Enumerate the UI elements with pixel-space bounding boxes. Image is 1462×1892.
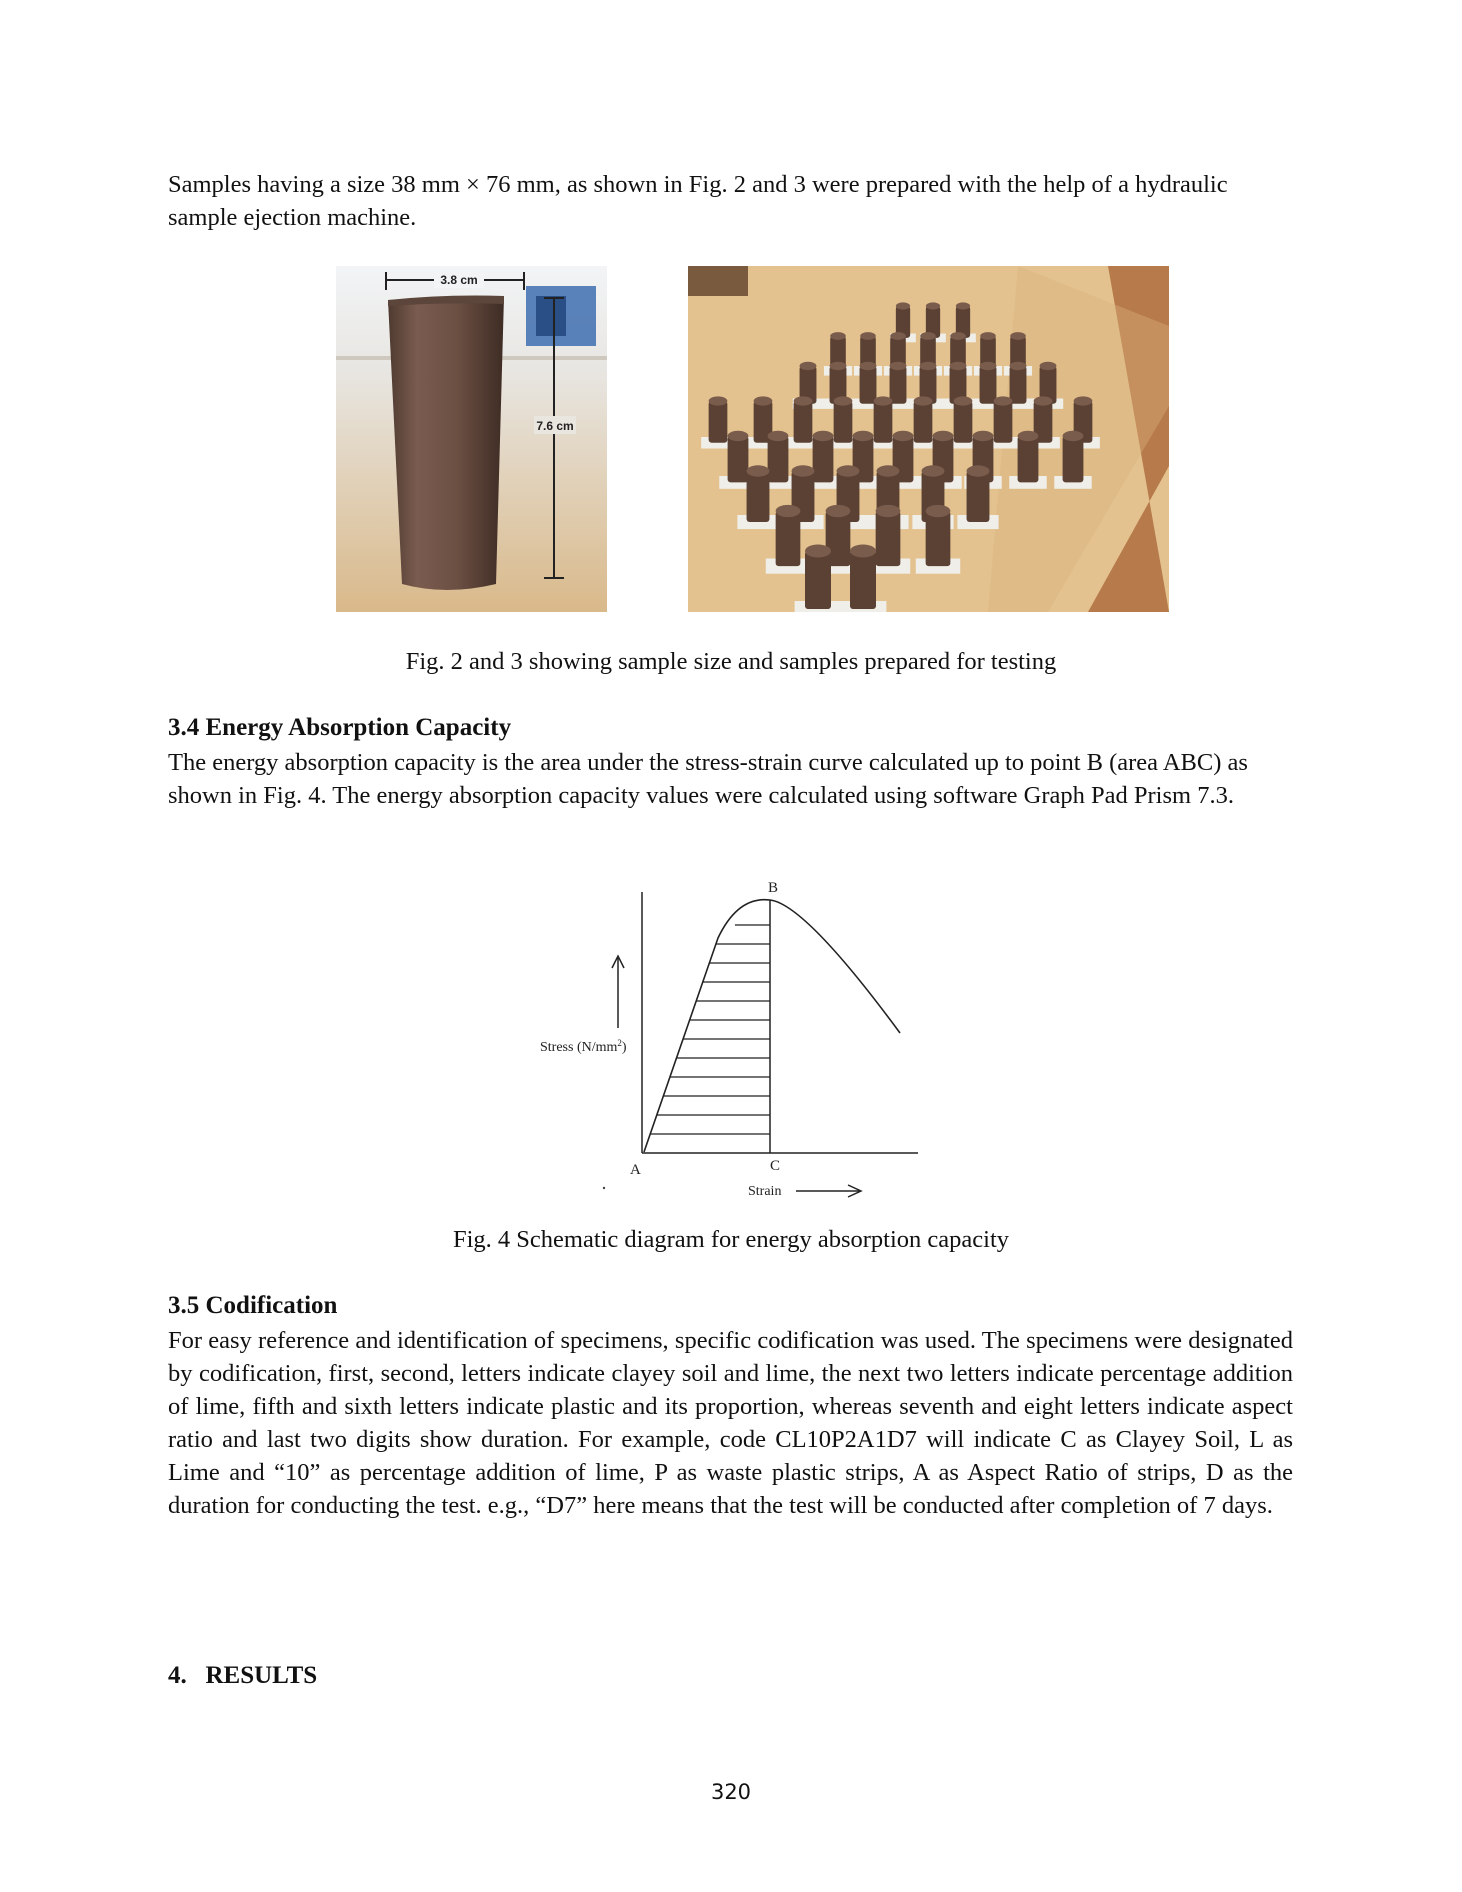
point-c-label: C — [770, 1158, 781, 1174]
sample-top — [1063, 431, 1084, 441]
sample-top — [1034, 396, 1053, 405]
sample-top — [950, 362, 967, 370]
sample-top — [794, 396, 813, 405]
sample-top — [853, 431, 874, 441]
sample-cylinder — [728, 436, 749, 482]
sample-top — [1018, 431, 1039, 441]
sample-cylinder — [709, 401, 728, 443]
figure-3-drawing — [688, 266, 1169, 612]
sample-top — [792, 465, 815, 476]
sample-top — [709, 396, 728, 405]
sample-top — [1040, 362, 1057, 370]
sample-top — [933, 431, 954, 441]
sample-top — [980, 332, 996, 340]
sample-top — [860, 332, 876, 340]
sample-top — [896, 302, 910, 309]
sample-top — [967, 465, 990, 476]
sample-top — [800, 362, 817, 370]
sample-top — [890, 362, 907, 370]
sample-cylinder — [890, 366, 907, 404]
figure-4-schematic — [530, 878, 930, 1208]
sample-top — [728, 431, 749, 441]
sample-top — [950, 332, 966, 340]
sample-top — [926, 302, 940, 309]
sample-top — [754, 396, 773, 405]
sample-cylinder — [794, 401, 813, 443]
sample-top — [874, 396, 893, 405]
sample-top — [1010, 362, 1027, 370]
sample-top — [830, 362, 847, 370]
section-3-5-body: For easy reference and identification of specimens, specific codification was used. The specimens were designated by codification, first, second, letters indicate clayey soil and lime, the next two letters indicate percentage addition of lime, fifth and sixth letters indicate plastic and its proportion, whereas seventh and eight letters indicate aspect ratio and last two digits show duration. For example, code CL10P2A1D7 will indicate C as Clayey Soil, L as Lime and “10” as percentage addition of lime, P as waste plastic strips, A as Aspect Ratio of strips, D as the duration for conducting the test. e.g., “D7” here means that the test will be conducted after completion of 7 days. — [168, 1327, 1293, 1519]
sample-cylinder — [747, 471, 770, 522]
sample-top — [877, 465, 900, 476]
sample-cylinder — [860, 366, 877, 404]
point-b-label: B — [768, 880, 779, 896]
sample-top — [954, 396, 973, 405]
sample-cylinder — [967, 471, 990, 522]
sample-top — [805, 545, 831, 558]
section-3-5-heading: 3.5 Codification — [168, 1292, 338, 1319]
sample-cylinder — [1018, 436, 1039, 482]
sample-cylinder — [768, 436, 789, 482]
sample-top — [1010, 332, 1026, 340]
sample-top — [1074, 396, 1093, 405]
figure-4-caption: Fig. 4 Schematic diagram for energy absorption capacity — [452, 1226, 1010, 1253]
sample-cylinder — [1063, 436, 1084, 482]
area-abc-hatching — [650, 925, 770, 1134]
intro-paragraph: Samples having a size 38 mm × 76 mm, as shown in Fig. 2 and 3 were prepared with the help of a hydraulic sample ejection machine. — [168, 171, 1228, 231]
sample-top — [747, 465, 770, 476]
sample-top — [860, 362, 877, 370]
sample-cylinder — [1010, 366, 1027, 404]
sample-cylinder — [980, 366, 997, 404]
sample-top — [830, 332, 846, 340]
sample-top — [890, 332, 906, 340]
height-dimension-label: 7.6 cm — [536, 419, 574, 433]
sample-top — [926, 505, 951, 517]
stress-strain-curve — [644, 900, 900, 1152]
sample-cylinder — [914, 401, 933, 443]
sample-top — [768, 431, 789, 441]
sample-top — [850, 545, 876, 558]
figure-3-prepared-samples-photo — [688, 266, 1169, 612]
sample-cylinder — [994, 401, 1013, 443]
sample-top — [834, 396, 853, 405]
figure-2-drawing — [336, 266, 607, 612]
figure-2-3-caption: Fig. 2 and 3 showing sample size and samples prepared for testing — [405, 648, 1057, 675]
sample-top — [973, 431, 994, 441]
width-dimension-label: 3.8 cm — [440, 273, 478, 287]
sample-top — [876, 505, 901, 517]
sample-top — [914, 396, 933, 405]
sample-top — [813, 431, 834, 441]
sample-cylinder — [776, 511, 801, 566]
sample-cylinder — [876, 511, 901, 566]
sample-cylinder — [954, 401, 973, 443]
sample-top — [920, 362, 937, 370]
sample-cylinder — [813, 436, 834, 482]
sample-top — [826, 505, 851, 517]
stress-axis-label: Stress $(N/mm^2)$ — [540, 1038, 627, 1055]
sample-top — [980, 362, 997, 370]
page-number: 320 — [710, 1780, 752, 1804]
sample-cylinder — [850, 551, 876, 609]
sample-cylinder — [805, 551, 831, 609]
sample-top — [837, 465, 860, 476]
figure-2-sample-size-photo — [336, 266, 607, 612]
point-a-label: A — [630, 1162, 641, 1178]
sample-top — [956, 302, 970, 309]
stray-dot — [603, 1187, 605, 1189]
section-4-heading: 4. RESULTS — [168, 1662, 318, 1689]
section-3-4-heading: 3.4 Energy Absorption Capacity — [168, 714, 512, 741]
section-3-4-body: The energy absorption capacity is the area under the stress-strain curve calculated up to point B (area ABC) as shown in Fig. 4. The energy absorption capacity values were calculated using software Graph Pad Prism 7.3. — [168, 749, 1248, 809]
sample-top — [922, 465, 945, 476]
strain-axis-label: Strain — [748, 1184, 782, 1199]
sample-top — [920, 332, 936, 340]
sample-top — [776, 505, 801, 517]
sample-top — [893, 431, 914, 441]
sample-top — [994, 396, 1013, 405]
sample-cylinder — [874, 401, 893, 443]
sample-cylinder — [926, 511, 951, 566]
sample-cylinder — [834, 401, 853, 443]
